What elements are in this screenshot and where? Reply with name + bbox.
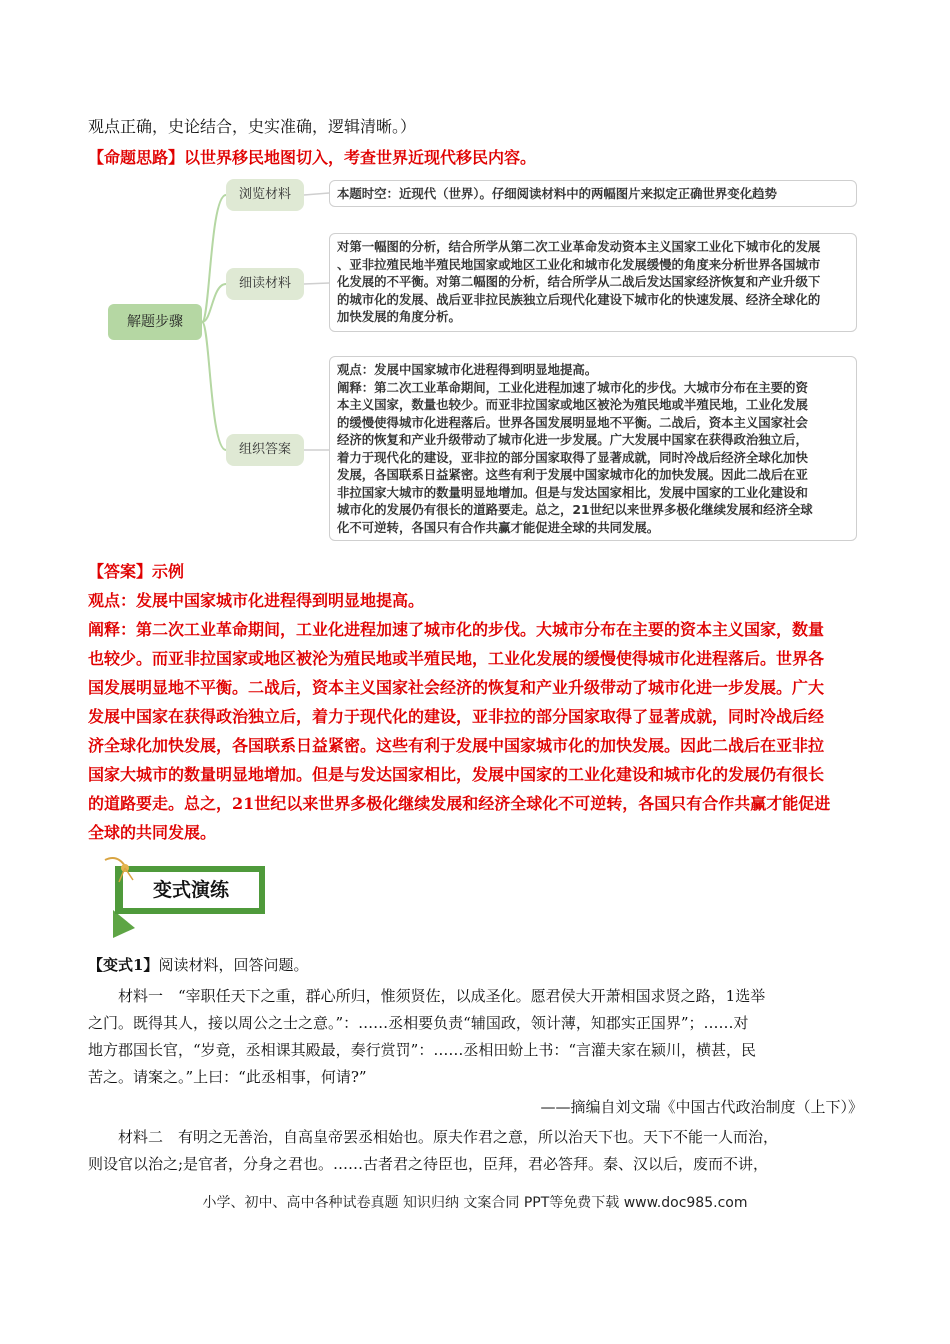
answer-line: 国家大城市的数量明显地增加。但是与发达国家相比，发展中国家的工业化建设和城市化的发展仍有很长 [88, 765, 825, 784]
box-line: 对第一幅图的分析，结合所学从第二次工业革命发动资本主义国家工业化下城市化的发展 [337, 239, 821, 254]
material-line: 材料二 有明之无善治，自高皇帝罢丞相始也。原夫作君之意，所以治天下也。天下不能一人而治， [88, 1128, 779, 1146]
box-line: 的缓慢使得城市化进程落后。世界各国发展明显地不平衡。二战后，资本主义国家社会 [337, 414, 808, 430]
mindmap-box-browse [329, 180, 857, 207]
idea-tag: 【命题思路】 [88, 148, 185, 167]
idea-text: 以世界移民地图切入，考查世界近现代移民内容。 [184, 148, 537, 167]
box-line: 化发展的不平衡。对第二幅图的分析，结合所学从二战后发达国家经济恢复和产业升级下 [337, 274, 821, 289]
box-line: 经济的恢复和产业升级带动了城市化进一步发展。广大发展中国家在获得政治独立后， [337, 432, 808, 447]
mindmap-box-read [329, 233, 857, 332]
box-line: 观点：发展中国家城市化进程得到明显地提高。 [337, 362, 598, 377]
box-line: 、亚非拉殖民地半殖民地国家或地区工业化和城市化发展缓慢的角度来分析世界各国城市 [337, 256, 821, 272]
variant-heading [88, 955, 863, 975]
mindmap-node-answer: 组织答案 [226, 434, 304, 466]
answer-line: 济全球化加快发展，各国联系日益紧密。这些有利于发展中国家城市化的加快发展。因此二战后在亚非拉 [88, 736, 825, 755]
mindmap-node-read: 细读材料 [226, 268, 304, 300]
mindmap-box-answer [329, 356, 857, 541]
answer-line: 全球的共同发展。 [88, 823, 217, 842]
material-line: 材料一 “宰职任天下之重，群心所归，惟须贤佐，以成圣化。愿君侯大开萧相国求贤之路，1选举 [88, 987, 766, 1005]
box-line: 阐释：第二次工业革命期间，工业化进程加速了城市化的步伐。大城市分布在主要的资 [337, 379, 808, 395]
answer-line: 的道路要走。总之，21世纪以来世界多极化继续发展和经济全球化不可逆转，各国只有合作共赢才能促进 [88, 794, 831, 813]
variant-prompt: 阅读材料，回答问题。 [158, 956, 309, 974]
variant-tag: 【变式1】 [88, 956, 159, 974]
material-line: 地方郡国长官，“岁竟，丞相课其殿最，奏行赏罚”：……丞相田蚡上书：“言灌夫家在颍川，横甚，民 [88, 1041, 757, 1059]
mindmap-node-browse: 浏览材料 [226, 179, 304, 211]
answer-line: 发展中国家在获得政治独立后，着力于现代化的建设，亚非拉的部分国家取得了显著成就，同时冷战后经 [88, 707, 825, 726]
box-line: 发展，各国联系日益紧密。这些有利于发展中国家城市化的加快发展。因此二战后在亚 [337, 467, 808, 482]
box-line: 的城市化的发展、战后亚非拉民族独立后现代化建设下城市化的快速发展、经济全球化的 [337, 291, 821, 307]
answer-heading: 【答案】示例 [88, 562, 185, 581]
banner-title: 变式演练 [152, 879, 229, 901]
box-line: 本题时空：近现代（世界）。仔细阅读材料中的两幅图片来拟定正确世界变化趋势 [337, 186, 777, 201]
intro-line: 观点正确，史论结合，史实准确，逻辑清晰。） [88, 117, 417, 136]
box-line: 城市化的发展仍有很长的道路要走。总之，21世纪以来世界多极化继续发展和经济全球 [337, 502, 813, 517]
box-line: 着力于现代化的建设，亚非拉的部分国家取得了显著成就，同时冷战后经济全球化加快 [337, 449, 808, 465]
answer-line: 阐释：第二次工业革命期间，工业化进程加速了城市化的步伐。大城市分布在主要的资本主义国家，数量 [88, 620, 825, 639]
box-line: 本主义国家，数量也较少。而亚非拉国家或地区被沦为殖民地或半殖民地，工业化发展 [337, 397, 808, 412]
answer-line: 观点：发展中国家城市化进程得到明显地提高。 [88, 591, 425, 610]
material-line: 之门。既得其人，接以周公之士之意。”：……丞相要负责“辅国政，领计薄，知郡实正国界”；……对 [88, 1014, 749, 1032]
material-source: ——摘编自刘文瑞《中国古代政治制度（上下）》 [540, 1098, 863, 1116]
answer-line: 也较少。而亚非拉国家或地区被沦为殖民地或半殖民地，工业化发展的缓慢使得城市化进程落后。世界各 [88, 649, 825, 668]
page-footer: 小学、初中、高中各种试卷真题 知识归纳 文案合同 PPT等免费下载 www.doc985.com [202, 1195, 748, 1211]
material-line: 则设官以治之;是官者，分身之君也。……古者君之待臣也，臣拜，君必答拜。秦、汉以后，废而不讲， [88, 1155, 769, 1173]
section-banner [95, 852, 275, 944]
box-line: 非拉国家大城市的数量明显地增加。但是与发达国家相比，发展中国家的工业化建设和 [337, 484, 808, 500]
answer-line: 国发展明显地不平衡。二战后，资本主义国家社会经济的恢复和产业升级带动了城市化进一步发展。广大 [88, 678, 825, 697]
mindmap-root: 解题步骤 [108, 304, 202, 340]
box-line: 加快发展的角度分析。 [337, 309, 461, 324]
box-line: 化不可逆转，各国只有合作共赢才能促进全球的共同发展。 [337, 519, 660, 535]
material-line: 苦之。请案之。”上曰：“此丞相事，何请?” [88, 1068, 367, 1086]
